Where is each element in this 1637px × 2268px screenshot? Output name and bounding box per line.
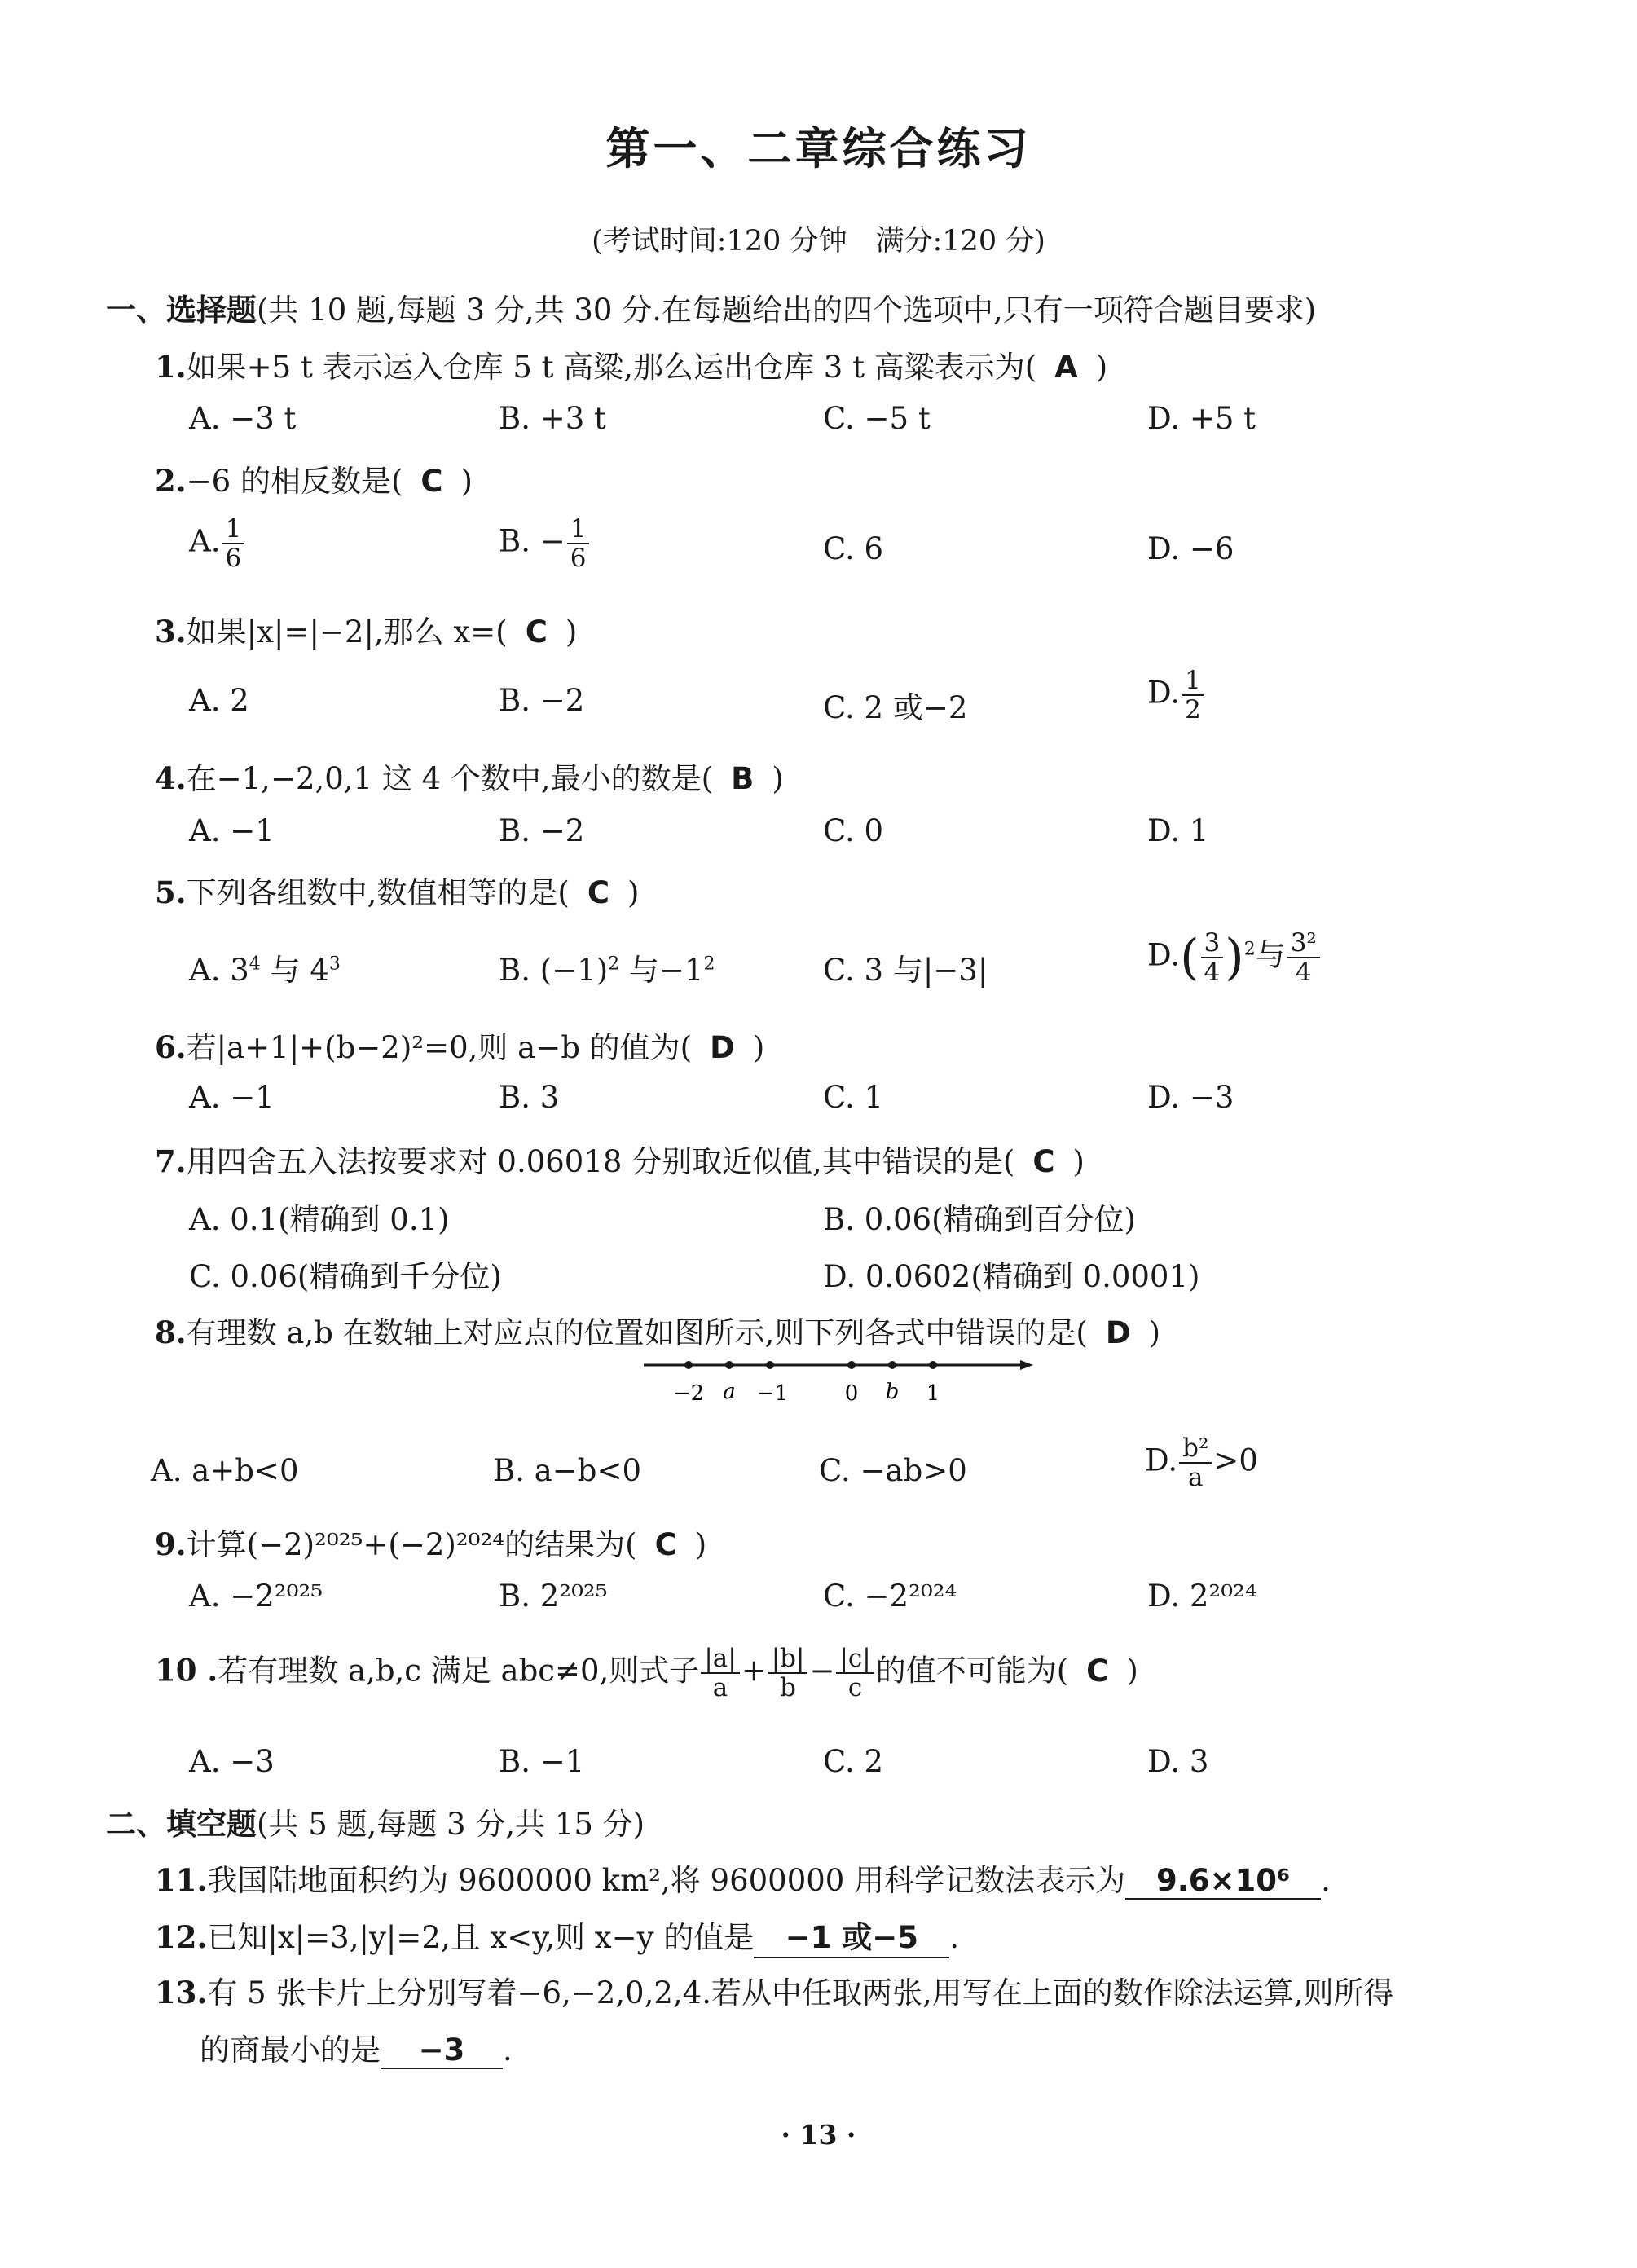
inequality: >0 xyxy=(1213,1442,1258,1478)
label-neg1: −1 xyxy=(756,1381,789,1406)
option-b: B. 3 xyxy=(499,1080,560,1115)
answer-blank: −1 或−5 xyxy=(754,1913,949,1958)
question-number: 6. xyxy=(155,1029,187,1065)
option-d: D. −3 xyxy=(1147,1080,1234,1115)
label-b: b xyxy=(885,1380,900,1404)
label-neg2: −2 xyxy=(672,1381,705,1406)
answer: D xyxy=(1105,1315,1131,1350)
exponent: 2 xyxy=(703,953,715,975)
fraction xyxy=(836,1645,874,1702)
question-number: 10 . xyxy=(155,1652,218,1689)
option-d: D. 1 xyxy=(1147,813,1209,848)
question-1 xyxy=(155,342,1107,386)
fraction xyxy=(1287,929,1320,986)
plus: + xyxy=(741,1653,767,1689)
section-note: (共 10 题,每题 3 分,共 30 分.在每题给出的四个选项中,只有一项符合题目要求) xyxy=(257,293,1317,328)
option-a xyxy=(189,945,341,989)
paren: ) xyxy=(1148,1315,1161,1350)
option-a: A. −3 t xyxy=(189,401,297,436)
option-a xyxy=(189,515,246,572)
section-title: 一、选择题 xyxy=(106,292,257,328)
numerator: 1 xyxy=(1182,667,1204,696)
question-stem: −6 的相反数是( xyxy=(186,464,403,499)
base: B. (−1) xyxy=(499,953,609,988)
option-b: B. −2 xyxy=(499,813,585,848)
option-a: A. 2 xyxy=(189,683,249,718)
option-b: B. +3 t xyxy=(499,401,606,436)
paren: ) xyxy=(565,614,578,650)
answer: C xyxy=(1086,1653,1109,1689)
question-12 xyxy=(155,1913,959,1958)
period: . xyxy=(1321,1863,1331,1898)
answer: B xyxy=(731,761,755,796)
option-c: C. 0.06(精确到千分位) xyxy=(189,1259,502,1294)
point-a xyxy=(725,1361,733,1369)
numerator: 3 xyxy=(1201,929,1224,958)
paren: ) xyxy=(694,1527,707,1562)
question-number: 11. xyxy=(155,1862,208,1898)
answer: C xyxy=(1032,1144,1055,1179)
question-5 xyxy=(155,868,639,912)
point-one xyxy=(929,1361,937,1369)
question-6 xyxy=(155,1023,764,1067)
denominator: c xyxy=(847,1673,863,1703)
question-stem-cont: 的商最小的是 xyxy=(200,2032,381,2068)
label-a: a xyxy=(723,1380,736,1404)
left-paren: ( xyxy=(1180,929,1199,987)
question-stem-end: 的值不可能为( xyxy=(875,1653,1069,1689)
option-a: A. −2²⁰²⁵ xyxy=(189,1579,323,1614)
page-number: · 13 · xyxy=(781,2119,856,2151)
fraction xyxy=(1201,929,1224,986)
denominator: 4 xyxy=(1204,958,1221,988)
denominator: 6 xyxy=(225,544,242,574)
option-b: B. −1 xyxy=(499,1744,585,1779)
numerator: 3² xyxy=(1287,929,1320,958)
option-d: D. 3 xyxy=(1147,1744,1209,1779)
option-label: B. − xyxy=(499,523,565,559)
question-number: 9. xyxy=(155,1526,187,1562)
section-choice-heading xyxy=(106,285,1316,329)
exponent: 3 xyxy=(328,953,341,975)
question-stem: 已知|x|=3,|y|=2,且 x<y,则 x−y 的值是 xyxy=(207,1920,755,1955)
answer-blank: −3 xyxy=(381,2032,503,2069)
point-zero xyxy=(847,1361,856,1369)
option-b xyxy=(499,945,715,989)
option-c: C. 3 与|−3| xyxy=(823,953,988,988)
question-number: 13. xyxy=(155,1975,208,2010)
option-label: D. xyxy=(1147,675,1181,711)
numerator: b² xyxy=(1179,1434,1212,1464)
question-3 xyxy=(155,607,577,651)
point-neg2 xyxy=(684,1361,693,1369)
question-stem: 若|a+1|+(b−2)²=0,则 a−b 的值为( xyxy=(186,1030,693,1065)
question-11 xyxy=(155,1856,1331,1900)
period: . xyxy=(949,1920,960,1955)
question-number: 5. xyxy=(155,874,187,910)
answer-blank: 9.6×10⁶ xyxy=(1125,1863,1321,1900)
option-c: C. −5 t xyxy=(823,401,931,436)
exponent: 2 xyxy=(1243,939,1256,960)
question-stem: 若有理数 a,b,c 满足 abc≠0,则式子 xyxy=(218,1653,700,1689)
paren: ) xyxy=(1126,1653,1138,1689)
section-fill-heading xyxy=(106,1799,645,1843)
question-10 xyxy=(155,1645,1138,1702)
option-a: A. 0.1(精确到 0.1) xyxy=(189,1202,450,1237)
option-label: D. xyxy=(1145,1442,1178,1478)
connector: 与−1 xyxy=(619,953,704,988)
question-stem: 在−1,−2,0,1 这 4 个数中,最小的数是( xyxy=(186,761,714,796)
option-c: C. −2²⁰²⁴ xyxy=(823,1579,957,1614)
option-b: B. −2 xyxy=(499,683,585,718)
answer: C xyxy=(525,614,548,650)
question-13 xyxy=(155,1968,1393,2012)
answer: C xyxy=(587,875,609,910)
denominator: 2 xyxy=(1185,695,1201,725)
number-line xyxy=(644,1345,1035,1410)
numerator: |a| xyxy=(701,1645,739,1674)
denominator: b xyxy=(780,1673,796,1703)
question-9 xyxy=(155,1520,706,1564)
question-7 xyxy=(155,1137,1085,1181)
option-c: C. 2 xyxy=(823,1744,884,1779)
numerator: |b| xyxy=(768,1645,808,1674)
option-c: C. 0 xyxy=(823,813,884,848)
paren: ) xyxy=(772,761,784,796)
page-title: 第一、二章综合练习 xyxy=(605,122,1032,174)
option-c: C. 6 xyxy=(823,531,884,566)
option-d: D. +5 t xyxy=(1147,401,1256,436)
option-d xyxy=(1147,667,1206,724)
paren: ) xyxy=(460,464,473,499)
fraction xyxy=(701,1645,739,1702)
connector: 与 4 xyxy=(260,953,329,988)
option-c: C. −ab>0 xyxy=(819,1453,967,1488)
option-a: A. −3 xyxy=(189,1744,275,1779)
option-b: B. 2²⁰²⁵ xyxy=(499,1579,608,1614)
question-number: 3. xyxy=(155,614,187,650)
denominator: 6 xyxy=(570,544,587,574)
answer: C xyxy=(654,1527,677,1562)
question-stem: 计算(−2)²⁰²⁵+(−2)²⁰²⁴的结果为( xyxy=(186,1527,637,1562)
question-stem: 用四舍五入法按要求对 0.06018 分别取近似值,其中错误的是( xyxy=(186,1144,1015,1179)
option-label: A. xyxy=(189,523,221,559)
question-number: 4. xyxy=(155,760,187,796)
exponent: 2 xyxy=(608,953,620,975)
option-d xyxy=(1145,1434,1258,1491)
option-a: A. −1 xyxy=(189,813,275,848)
question-number: 12. xyxy=(155,1919,208,1955)
numerator: |c| xyxy=(836,1645,874,1674)
option-d: D. 0.0602(精确到 0.0001) xyxy=(823,1259,1200,1294)
option-d: D. 2²⁰²⁴ xyxy=(1147,1579,1257,1614)
paren: ) xyxy=(752,1030,765,1065)
question-stem: 我国陆地面积约为 9600000 km²,将 9600000 用科学记数法表示为 xyxy=(207,1863,1126,1898)
question-stem: 有理数 a,b 在数轴上对应点的位置如图所示,则下列各式中错误的是( xyxy=(186,1315,1088,1350)
question-stem: 下列各组数中,数值相等的是( xyxy=(186,875,570,910)
option-a: A. a+b<0 xyxy=(151,1453,299,1488)
answer: D xyxy=(710,1030,735,1065)
paren: ) xyxy=(1095,350,1108,385)
question-number: 2. xyxy=(155,463,187,499)
paren: ) xyxy=(627,875,640,910)
numerator: 1 xyxy=(222,515,244,544)
right-paren: ) xyxy=(1225,929,1244,987)
fraction xyxy=(1182,667,1204,724)
point-neg1 xyxy=(766,1361,774,1369)
question-stem: 如果|x|=|−2|,那么 x=( xyxy=(186,614,508,650)
question-stem: 有 5 张卡片上分别写着−6,−2,0,2,4.若从中任取两张,用写在上面的数作除法运算,则所得 xyxy=(207,1975,1394,2010)
question-13-line-2 xyxy=(200,2025,513,2069)
label-zero: 0 xyxy=(844,1381,859,1406)
option-a: A. −1 xyxy=(189,1080,275,1115)
paren: ) xyxy=(1072,1144,1085,1179)
option-c: C. 1 xyxy=(823,1080,884,1115)
question-stem: 如果+5 t 表示运入仓库 5 t 高粱,那么运出仓库 3 t 高粱表示为( xyxy=(186,350,1037,385)
answer: A xyxy=(1054,350,1078,385)
answer: C xyxy=(420,464,443,499)
numerator: 1 xyxy=(567,515,590,544)
base: A. 3 xyxy=(189,953,249,988)
denominator: a xyxy=(1188,1463,1204,1493)
fraction xyxy=(222,515,244,572)
option-b: B. 0.06(精确到百分位) xyxy=(823,1202,1136,1237)
exponent: 4 xyxy=(249,953,261,975)
denominator: a xyxy=(712,1673,728,1703)
exam-info: (考试时间:120 分钟 满分:120 分) xyxy=(592,225,1045,258)
connector: 与 xyxy=(1255,937,1286,973)
question-number: 8. xyxy=(155,1315,187,1350)
question-2 xyxy=(155,456,473,500)
fraction xyxy=(567,515,590,572)
point-b xyxy=(888,1361,896,1369)
minus: − xyxy=(809,1653,835,1689)
option-b: B. a−b<0 xyxy=(493,1453,642,1488)
fraction xyxy=(768,1645,808,1702)
option-label: D. xyxy=(1147,937,1181,973)
option-b xyxy=(499,515,591,572)
label-one: 1 xyxy=(926,1381,940,1406)
period: . xyxy=(503,2032,513,2068)
section-title: 二、填空题 xyxy=(106,1806,257,1842)
option-d xyxy=(1147,929,1322,986)
question-number: 1. xyxy=(155,349,187,385)
section-note: (共 5 题,每题 3 分,共 15 分) xyxy=(257,1807,645,1842)
denominator: 4 xyxy=(1295,958,1312,988)
question-4 xyxy=(155,754,784,798)
axis-arrow xyxy=(1020,1360,1033,1370)
fraction xyxy=(1179,1434,1212,1491)
option-c: C. 2 或−2 xyxy=(823,690,968,725)
question-number: 7. xyxy=(155,1143,187,1179)
option-d: D. −6 xyxy=(1147,531,1234,566)
